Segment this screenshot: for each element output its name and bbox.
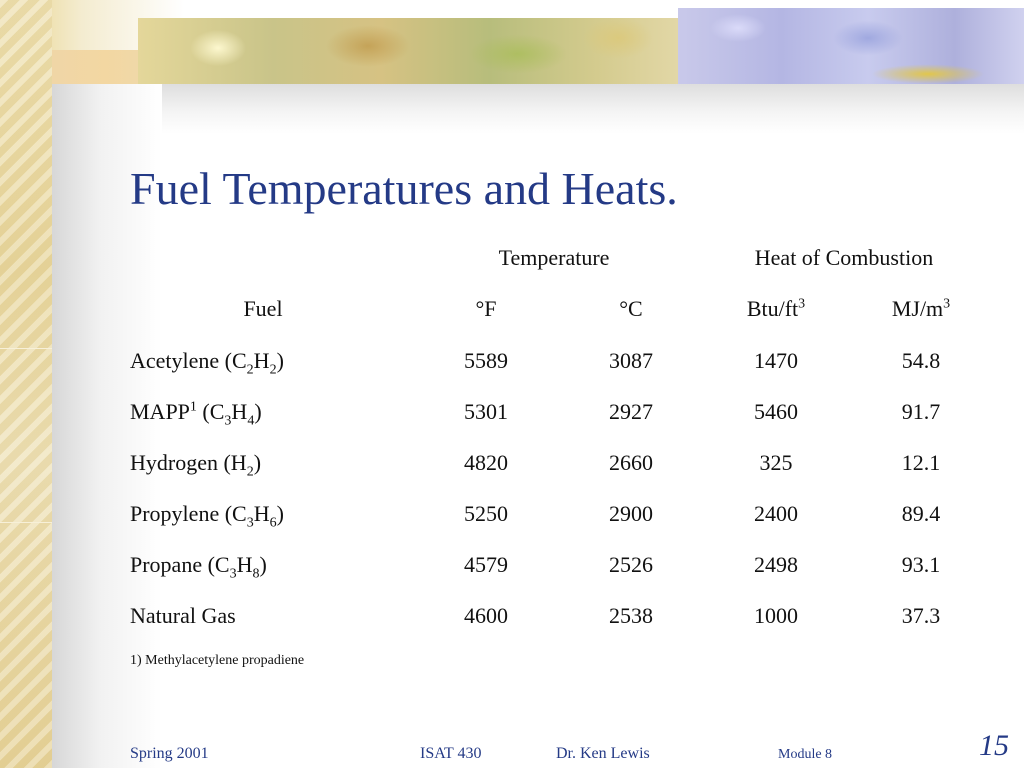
fuel-name-part: 1 — [189, 399, 197, 415]
banner-shadow — [52, 84, 1024, 134]
header-heat-of-combustion: Heat of Combustion — [754, 245, 934, 270]
cell-celsius: 2538 — [609, 603, 653, 628]
cell-btu: 1000 — [754, 603, 798, 628]
fuel-name-part: (C — [196, 399, 225, 424]
cell-fahrenheit: 5250 — [464, 501, 508, 526]
slide-title: Fuel Temperatures and Heats. — [130, 163, 678, 214]
column-header-mj — [892, 296, 950, 322]
fuel-name-part: H — [231, 399, 248, 424]
fuel-name-part: ) — [254, 399, 262, 424]
column-header-mj-exponent: 3 — [943, 296, 951, 312]
column-header-btu-text: Btu/ft — [746, 296, 799, 321]
fuel-name-part: Natural Gas — [130, 603, 236, 628]
cell-btu: 2400 — [754, 501, 798, 526]
cell-celsius: 2526 — [609, 552, 653, 577]
banner-image-flowers — [678, 8, 1024, 84]
column-header-mj-text: MJ/m — [891, 296, 944, 321]
cell-btu: 325 — [759, 450, 793, 475]
left-decorative-strip — [0, 0, 52, 768]
cell-btu: 2498 — [754, 552, 798, 577]
cell-celsius: 2660 — [609, 450, 653, 475]
fuel-name-part: Acetylene (C — [130, 348, 247, 373]
fuel-name-part: 2 — [246, 362, 254, 378]
fuel-name-part: ) — [276, 348, 284, 373]
strip-seam — [0, 522, 52, 523]
fuel-name-part: Hydrogen (H — [130, 450, 247, 475]
footnote: 1) Methylacetylene propadiene — [130, 653, 305, 668]
cell-celsius: 2900 — [609, 501, 653, 526]
footer-module: Module 8 — [778, 747, 833, 762]
column-header-fahrenheit: °F — [475, 296, 497, 321]
cell-fahrenheit: 4820 — [464, 450, 508, 475]
column-header-celsius: °C — [619, 296, 643, 321]
footer-date: Spring 2001 — [130, 745, 209, 762]
fuel-name-part: 3 — [229, 566, 237, 582]
column-header-btu-exponent: 3 — [798, 296, 806, 312]
fuel-name-part: Propane (C — [130, 552, 230, 577]
fuel-name-part: ) — [259, 552, 267, 577]
cell-fuel-name — [130, 399, 262, 429]
fuel-name-part: 4 — [247, 413, 255, 429]
cell-btu: 5460 — [754, 399, 798, 424]
cell-fuel-name — [130, 501, 284, 531]
cell-celsius: 3087 — [609, 348, 653, 373]
banner-image-leaves — [138, 18, 678, 84]
fuel-name-part: ) — [253, 450, 262, 475]
cell-mj: 93.1 — [901, 552, 941, 577]
fuel-name-part: ) — [276, 501, 284, 526]
cell-mj: 54.8 — [901, 348, 941, 373]
fuel-name-part: Propylene (C — [130, 501, 247, 526]
fuel-name-part: 2 — [246, 464, 254, 480]
strip-seam — [0, 348, 52, 349]
fuel-name-part: 3 — [224, 413, 232, 429]
fuel-name-part: H — [253, 348, 270, 373]
column-header-fuel: Fuel — [243, 296, 283, 321]
cell-fuel-name — [130, 603, 236, 629]
page-number: 15 — [979, 729, 1009, 762]
cell-fahrenheit: 4600 — [464, 603, 508, 628]
cell-mj: 91.7 — [901, 399, 941, 424]
cell-fuel-name — [130, 450, 262, 480]
cell-mj: 12.1 — [901, 450, 941, 475]
fuel-name-part: 6 — [269, 515, 277, 531]
fuel-name-part: 2 — [269, 362, 277, 378]
cell-btu: 1470 — [754, 348, 798, 373]
cell-fuel-name — [130, 348, 284, 378]
cell-fahrenheit: 5301 — [464, 399, 508, 424]
footer-course: ISAT 430 — [420, 745, 482, 762]
cell-fahrenheit: 5589 — [464, 348, 508, 373]
fuel-name-part: 3 — [246, 515, 254, 531]
cell-fahrenheit: 4579 — [464, 552, 508, 577]
cell-celsius: 2927 — [609, 399, 653, 424]
fuel-name-part: 8 — [252, 566, 260, 582]
fuel-name-part: MAPP — [130, 399, 190, 424]
header-temperature: Temperature — [498, 245, 610, 270]
fuel-name-part: H — [253, 501, 270, 526]
cell-mj: 89.4 — [901, 501, 941, 526]
cell-mj: 37.3 — [901, 603, 941, 628]
cell-fuel-name — [130, 552, 267, 582]
column-header-btu — [747, 296, 805, 322]
fuel-name-part: H — [236, 552, 253, 577]
footer-author: Dr. Ken Lewis — [556, 745, 650, 762]
